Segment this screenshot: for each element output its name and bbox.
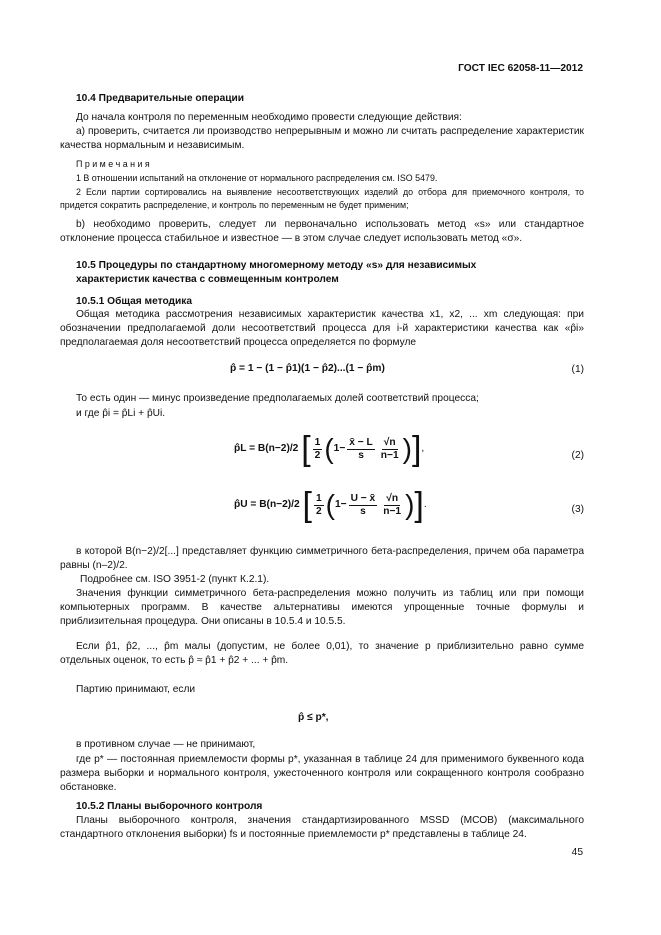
notes-title: П р и м е ч а н и я	[76, 159, 150, 169]
page-number: 45	[571, 847, 583, 858]
subsection-10-5-1: 10.5.1 Общая методика	[76, 296, 193, 307]
fraction-half: $\frac{1}{2}$	[315, 492, 322, 517]
section-10-4-heading: 10.4 Предварительные операции	[76, 93, 245, 104]
paragraph: Подробнее см. ISO 3951-2 (пункт К.2.1).	[80, 574, 270, 585]
paragraph: До начала контроля по переменным необходимо провести следующие действия:	[76, 112, 462, 123]
paragraph: в противном случае — не принимают,	[76, 739, 256, 750]
paren-open: (	[324, 433, 334, 464]
paragraph: Планы выборочного контроля, значения стандартизированного MSSD (МСОВ) (максимального стандартного отклонения выборки) fs и постоянные приемлемости p* представлены в таблице 24.	[60, 815, 584, 840]
section-10-5-heading: 10.5 Процедуры по стандартному многомерному методу «s» для независимых характеристик качества с совмещенным контролем	[76, 260, 477, 285]
formula-4: p̂ ≤ p*,	[298, 712, 329, 723]
paragraph: То есть один — минус произведение предполагаемых долей соответствий процесса;	[76, 393, 479, 404]
equation-number: (3)	[571, 504, 584, 515]
formula-3-lhs: p̂U = B(n−2)/2	[234, 499, 300, 510]
fraction-ux: $\frac{U - x̄}{s}$	[350, 492, 376, 517]
bracket-close: ]	[414, 486, 424, 524]
fraction-sqrt: $\frac{√n}{n-1}$	[380, 436, 399, 461]
paragraph-b: b) необходимо проверить, следует ли первоначально использовать метод «s» или стандартное отклонение процесса стабильное и известное — в этом случае следует использовать метод «σ».	[60, 219, 584, 244]
bracket-open: [	[301, 430, 311, 468]
paragraph: где p* — постоянная приемлемости формы p*, указанная в таблице 24 для применимого буквенного кода размера выборки и нормального контроля, ужесточенного контроля или сокращенного контроля сообразно обстановке.	[60, 754, 584, 793]
bracket-open: [	[302, 486, 312, 524]
one: 1−	[333, 443, 346, 454]
fraction-half: $\frac{1}{2}$	[314, 436, 321, 461]
paragraph: Если p̂1, p̂2, ..., p̂m малы (допустим, не более 0,01), то значение p приблизительно равно сумме отдельных оценок, то есть p̂ ≈ p̂1 + p̂2 + ... + p̂m.	[60, 641, 584, 666]
paragraph-a: а) проверить, считается ли производство непрерывным и можно ли считать распределение характеристик качества нормальным и независимым.	[60, 126, 584, 151]
paragraph: Общая методика рассмотрения независимых характеристик качества x1, x2, ... xm следующая: при обозначении предполагаемой доли несоответствий процесса для i-й характеристики качества как «p̂i» предполагаемая доля несоответствий процесса определяется по формуле	[60, 309, 584, 348]
paragraph: в которой B(n−2)/2[...] представляет функцию симметричного бета-распределения, причем оба параметра равны (n–2)/2.	[60, 546, 584, 571]
comma: ,	[421, 443, 425, 454]
fraction-xl: $\frac{x̄ - L}{s}$	[349, 436, 373, 461]
paragraph: Партию принимают, если	[76, 684, 196, 695]
paren-close: )	[402, 433, 412, 464]
paren-open: (	[325, 489, 335, 520]
bracket-close: ]	[411, 430, 422, 468]
paragraph: Значения функции симметричного бета-распределения можно получить из таблиц или при помощи компьютерных программ. В качестве альтернативы имеются упрощенные точные формулы и приблизительная процедура. Они описаны в 10.5.4 и 10.5.5.	[60, 588, 584, 627]
formula-1: p̂ = 1 − (1 − p̂1)(1 − p̂2)...(1 − p̂m)	[230, 363, 385, 374]
paragraph: и где p̂i = p̂Li + p̂Ui.	[76, 408, 166, 419]
formula-2	[234, 432, 424, 466]
equation-number: (2)	[571, 450, 584, 461]
period: .	[423, 499, 427, 510]
doc-id: ГОСТ IEC 62058-11—2012	[458, 63, 583, 74]
paren-close: )	[405, 489, 415, 520]
subsection-10-5-2: 10.5.2 Планы выборочного контроля	[76, 801, 263, 812]
formula-2-lhs: p̂L = B(n−2)/2	[234, 443, 299, 454]
note-1: 1 В отношении испытаний на отклонение от нормального распределения см. ISO 5479.	[76, 173, 438, 183]
equation-number: (1)	[571, 364, 584, 375]
note-2: 2 Если партии сортировались на выявление несоответствующих изделий до отбора для приемочного контроля, то придется сократить распределение, и контроль по переменным не будет применим;	[60, 187, 584, 210]
fraction-sqrt: $\frac{√n}{n-1}$	[383, 492, 402, 517]
one: 1−	[334, 499, 347, 510]
formula-3	[234, 488, 427, 522]
